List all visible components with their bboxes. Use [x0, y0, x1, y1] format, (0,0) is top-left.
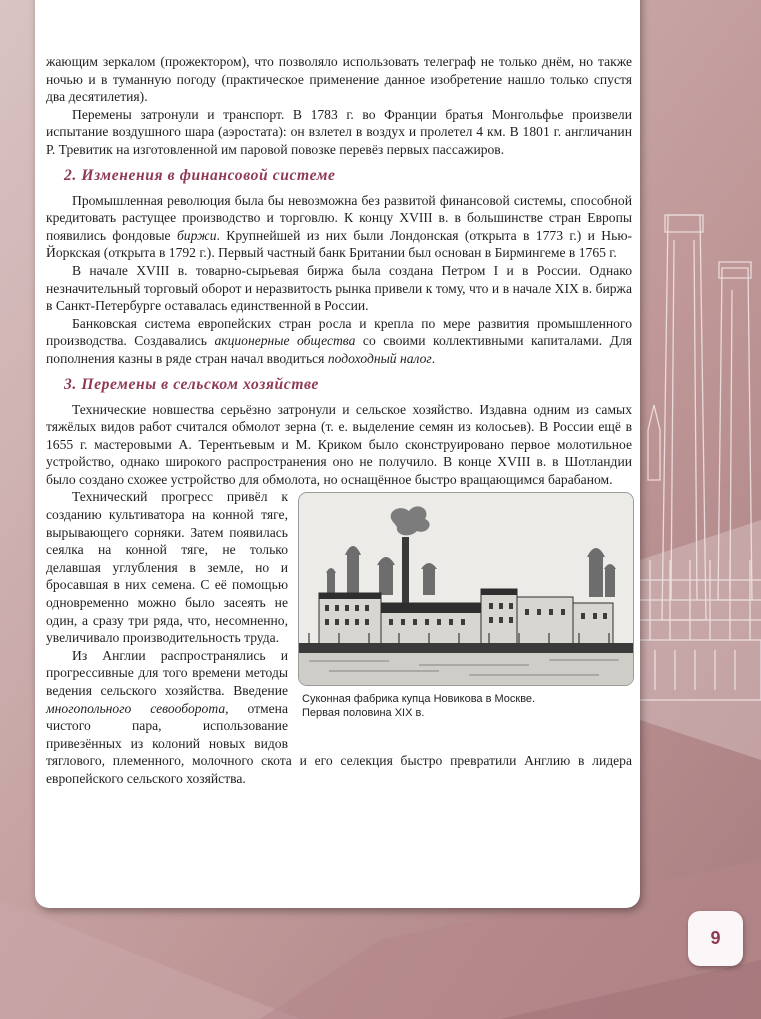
paragraph-transport: Перемены затронули и транспорт. В 1783 г. во Франции братья Монгольфье произвели испытание воздушного шара (аэростата): он взлетел в воздух и пролетел 4 км. В 1801 г. англичанин Р. Тревитик на изготовленной им паровой повозке перевёз первых пассажиров. [46, 106, 632, 157]
paragraph-agriculture-1: Технические новшества серьёзно затронули и сельское хозяйство. Издавна одним из самых тяжёлых видов работ считался обмолот зерна (т. е. выделение семян из колосьев). В России ещё в 1655 г. мастеровыми А. Терентьевым и М. Криком было сконструировано первое молотильное устройство, однако широкого распространения оно не получило. В конце XVIII в. в Шотландии было создано схожее устройство для обмолота, но оснащённое быстро вращающимся барабаном. [46, 401, 632, 487]
paragraph-finance-1: Промышленная революция была бы невозможна без развитой финансовой системы, способной кредитовать растущее производство и торговлю. К концу XVIII в. в большинстве стран Европы появились фондовые биржи. Крупнейшей из них были Лондонская (открыта в 1773 г.) и Нью-Йоркская (открыта в 1792 г.). Первый частный банк Британии был основан в Бирмингеме в 1765 г. [46, 192, 632, 261]
term-crop-rotation: многопольного севооборота [46, 700, 226, 716]
figure-block [298, 492, 634, 736]
factory-engraving-image [298, 492, 634, 686]
page-content [46, 53, 632, 788]
term-birzhi: биржи [176, 227, 217, 243]
paragraph-agriculture-3: Из Англии распространялись и прогрессивные для того времени методы ведения сельского хозяйства. Введение многопольного севооборота, отмена чистого пара, использование привезённых из колоний новых видов тяглового, племенного, молочного скота и его селекция быстро превратили Англию в лидера европейского сельского хозяйства. [46, 647, 632, 786]
section-heading-finance: 2. Изменения в финансовой системе [64, 166, 336, 184]
paragraph-finance-2: В начале XVIII в. товарно-сырьевая биржа была создана Петром I и в России. Однако незначительный торговый оборот и неразвитость рынка привели к тому, что и в начале XIX в. биржа в Санкт-Петербурге оставалась единственной в России. [46, 262, 632, 314]
caption-line-2: Первая половина XIX в. [302, 707, 425, 720]
figure-caption [302, 692, 632, 720]
section-heading-agriculture: 3. Перемены в сельском хозяйстве [64, 375, 319, 393]
paragraph-finance-3: Банковская система европейских стран росла и крепла по мере развития промышленного производства. Создавались акционерные общества со своими коллективными капиталами. Для пополнения казны в ряде стран начал вводиться подоходный налог. [46, 315, 632, 366]
paragraph-agriculture-2: Технический прогресс привёл к созданию культиватора на конной тяге, вырывающего сорняки. Затем появилась сеялка на конной тяге, не только делавшая углубления в земле, но и бросавшая в них семена. С её помощью одновременно можно было засеять не один, а сразу три ряда, что, несомненно, увеличивало производительность труда. [46, 489, 288, 646]
term-income-tax: подоходный налог [327, 350, 432, 366]
page-number: 9 [688, 911, 743, 966]
paragraph-telegraph: жающим зеркалом (прожектором), что позволяло использовать телеграф не только днём, но также ночью и в туманную погоду (практическое применение данное изобретение нашло только спустя два десятилетия). [46, 54, 632, 105]
caption-line-1: Суконная фабрика купца Новикова в Москве. [302, 693, 536, 706]
term-joint-stock: акционерные общества [214, 333, 356, 349]
